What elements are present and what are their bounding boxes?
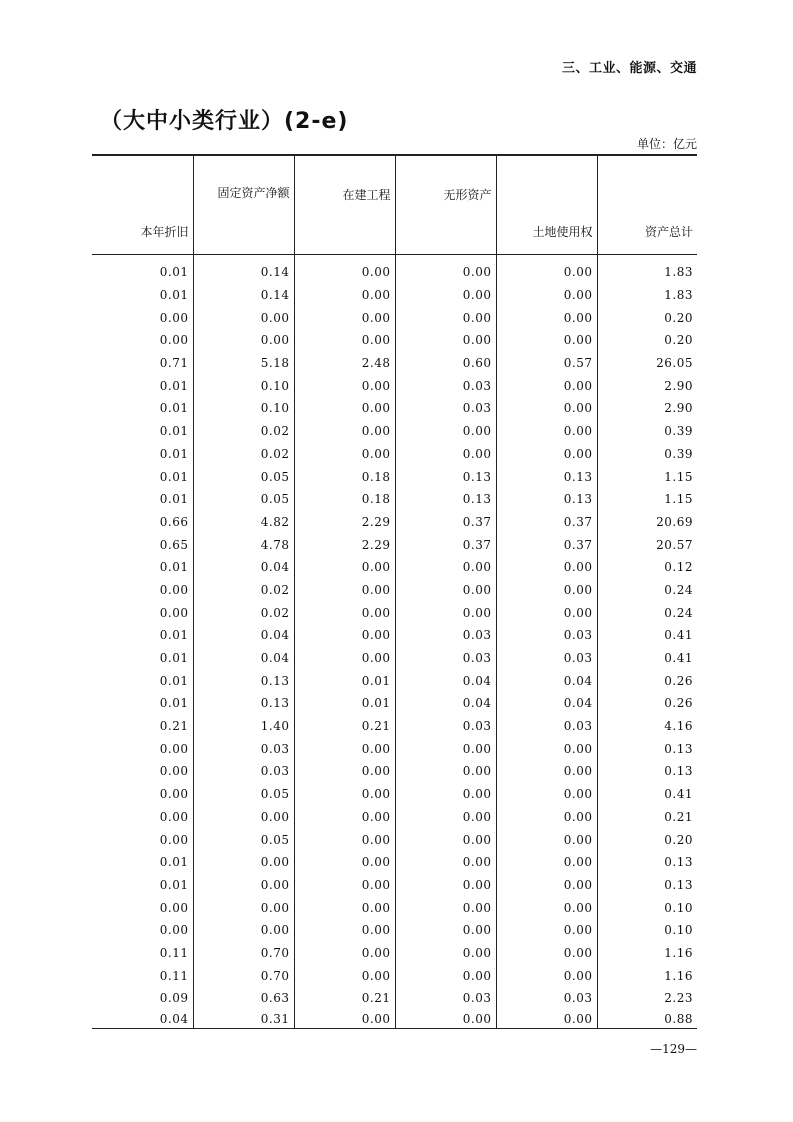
table-cell: 2.90 bbox=[597, 374, 697, 397]
table-row bbox=[92, 896, 697, 919]
table-cell: 0.00 bbox=[496, 374, 597, 397]
table-cell: 0.00 bbox=[294, 601, 395, 624]
table-cell: 0.00 bbox=[496, 874, 597, 897]
table-cell: 0.00 bbox=[395, 579, 496, 602]
table-cell: 0.10 bbox=[597, 896, 697, 919]
table-cell: 0.02 bbox=[193, 579, 294, 602]
table-cell: 2.29 bbox=[294, 533, 395, 556]
table-cell: 0.20 bbox=[597, 828, 697, 851]
table-cell: 0.03 bbox=[193, 760, 294, 783]
table-cell: 2.23 bbox=[597, 987, 697, 1010]
table-row bbox=[92, 443, 697, 466]
table-cell: 0.00 bbox=[294, 783, 395, 806]
table-cell: 0.04 bbox=[193, 647, 294, 670]
table-cell: 0.02 bbox=[193, 443, 294, 466]
table-cell: 0.00 bbox=[294, 374, 395, 397]
table-cell: 0.00 bbox=[294, 806, 395, 829]
table-cell: 0.00 bbox=[496, 942, 597, 965]
table-cell: 0.00 bbox=[395, 760, 496, 783]
table-cell: 0.11 bbox=[159, 945, 189, 960]
table-cell: 5.18 bbox=[193, 352, 294, 375]
table-cell: 0.18 bbox=[294, 488, 395, 511]
table-cell: 0.00 bbox=[159, 310, 189, 325]
table-row bbox=[92, 851, 697, 874]
table-cell: 0.01 bbox=[159, 628, 189, 643]
table-row bbox=[92, 806, 697, 829]
table-cell: 0.00 bbox=[496, 556, 597, 579]
table-cell: 0.00 bbox=[395, 851, 496, 874]
table-cell: 0.03 bbox=[496, 624, 597, 647]
table-cell: 0.00 bbox=[159, 333, 189, 348]
table-cell: 2.48 bbox=[294, 352, 395, 375]
table-cell: 0.14 bbox=[193, 255, 294, 284]
table-cell: 0.37 bbox=[496, 533, 597, 556]
table-row bbox=[92, 374, 697, 397]
table-row bbox=[92, 874, 697, 897]
table-row bbox=[92, 556, 697, 579]
table-cell: 0.18 bbox=[294, 465, 395, 488]
table-cell: 0.01 bbox=[159, 265, 189, 280]
table-row bbox=[92, 647, 697, 670]
table-cell: 0.10 bbox=[193, 374, 294, 397]
table-cell: 0.00 bbox=[294, 306, 395, 329]
table-cell: 1.15 bbox=[597, 465, 697, 488]
unit-label: 单位：亿元 bbox=[636, 137, 697, 151]
table-cell: 1.16 bbox=[597, 942, 697, 965]
table-cell: 0.00 bbox=[294, 874, 395, 897]
table-header-row bbox=[92, 155, 697, 255]
table-cell: 0.09 bbox=[159, 991, 189, 1006]
table-cell: 0.00 bbox=[496, 420, 597, 443]
table-cell: 0.00 bbox=[294, 624, 395, 647]
table-cell: 0.01 bbox=[159, 401, 189, 416]
table-cell: 0.03 bbox=[193, 737, 294, 760]
table-cell: 0.01 bbox=[159, 492, 189, 507]
table-row bbox=[92, 601, 697, 624]
table-cell: 0.10 bbox=[597, 919, 697, 942]
table-cell: 20.57 bbox=[597, 533, 697, 556]
table-cell: 0.00 bbox=[159, 605, 189, 620]
table-cell: 1.16 bbox=[597, 964, 697, 987]
table-cell: 0.13 bbox=[193, 669, 294, 692]
table-cell: 0.00 bbox=[193, 306, 294, 329]
table-cell: 0.00 bbox=[395, 737, 496, 760]
table-cell: 0.04 bbox=[92, 1010, 193, 1029]
table-cell: 0.01 bbox=[159, 855, 189, 870]
table-cell: 0.05 bbox=[193, 783, 294, 806]
table-cell: 0.00 bbox=[395, 896, 496, 919]
table-cell: 0.00 bbox=[395, 420, 496, 443]
table-cell: 0.11 bbox=[159, 968, 189, 983]
table-cell: 0.31 bbox=[193, 1010, 294, 1029]
table-cell: 0.00 bbox=[395, 874, 496, 897]
table-cell: 0.00 bbox=[294, 255, 395, 284]
table-cell: 0.00 bbox=[294, 556, 395, 579]
table-cell: 0.04 bbox=[193, 624, 294, 647]
table-row bbox=[92, 737, 697, 760]
table-cell: 0.00 bbox=[496, 1010, 597, 1029]
table-cell: 4.16 bbox=[597, 715, 697, 738]
table-row bbox=[92, 511, 697, 534]
table-title: （大中小类行业）(2-e) bbox=[100, 109, 349, 134]
table-row bbox=[92, 715, 697, 738]
table-cell: 0.03 bbox=[395, 647, 496, 670]
table-cell: 0.00 bbox=[159, 764, 189, 779]
table-cell: 0.00 bbox=[294, 579, 395, 602]
table-cell: 0.00 bbox=[395, 828, 496, 851]
table-cell: 0.00 bbox=[496, 919, 597, 942]
table-cell: 2.90 bbox=[597, 397, 697, 420]
table-cell: 0.13 bbox=[395, 465, 496, 488]
table-cell: 0.65 bbox=[159, 537, 189, 552]
table-cell: 2.29 bbox=[294, 511, 395, 534]
table-cell: 0.57 bbox=[496, 352, 597, 375]
table-cell: 0.00 bbox=[159, 832, 189, 847]
table-cell: 4.82 bbox=[193, 511, 294, 534]
table-row bbox=[92, 329, 697, 352]
column-header-total-assets: 资产总计 bbox=[597, 155, 697, 255]
table-cell: 1.83 bbox=[597, 284, 697, 307]
table-cell: 0.00 bbox=[159, 741, 189, 756]
table-cell: 0.00 bbox=[294, 919, 395, 942]
table-cell: 1.15 bbox=[597, 488, 697, 511]
table-cell: 0.02 bbox=[193, 420, 294, 443]
table-cell: 0.00 bbox=[294, 284, 395, 307]
table-cell: 0.26 bbox=[597, 669, 697, 692]
table-cell: 0.00 bbox=[496, 397, 597, 420]
table-cell: 0.66 bbox=[159, 514, 189, 529]
table-cell: 0.04 bbox=[193, 556, 294, 579]
page-number: —129— bbox=[650, 1042, 697, 1056]
table-body bbox=[92, 255, 697, 1029]
table-cell: 0.01 bbox=[159, 469, 189, 484]
table-cell: 0.00 bbox=[294, 420, 395, 443]
table-cell: 0.03 bbox=[395, 624, 496, 647]
table-cell: 0.39 bbox=[597, 420, 697, 443]
table-cell: 0.00 bbox=[395, 806, 496, 829]
table-cell: 0.03 bbox=[395, 374, 496, 397]
table-cell: 0.00 bbox=[395, 964, 496, 987]
table-cell: 0.01 bbox=[159, 877, 189, 892]
table-cell: 0.21 bbox=[597, 806, 697, 829]
table-cell: 0.60 bbox=[395, 352, 496, 375]
column-header-construction-in-progress: 在建工程 bbox=[294, 155, 395, 255]
table-cell: 0.37 bbox=[395, 533, 496, 556]
table-cell: 0.13 bbox=[496, 488, 597, 511]
table-cell: 0.14 bbox=[193, 284, 294, 307]
table-row bbox=[92, 1010, 697, 1029]
table-cell: 0.04 bbox=[395, 669, 496, 692]
table-cell: 0.00 bbox=[395, 783, 496, 806]
data-table bbox=[92, 154, 697, 1029]
table-cell: 0.71 bbox=[159, 356, 189, 371]
table-cell: 0.01 bbox=[159, 651, 189, 666]
table-cell: 0.03 bbox=[496, 715, 597, 738]
table-cell: 0.00 bbox=[193, 919, 294, 942]
table-cell: 0.00 bbox=[496, 579, 597, 602]
table-cell: 0.24 bbox=[597, 601, 697, 624]
table-cell: 0.00 bbox=[496, 329, 597, 352]
table-cell: 0.00 bbox=[294, 443, 395, 466]
table-cell: 0.00 bbox=[496, 783, 597, 806]
table-cell: 0.00 bbox=[193, 851, 294, 874]
table-row bbox=[92, 987, 697, 1010]
table-cell: 0.00 bbox=[496, 284, 597, 307]
table-cell: 0.00 bbox=[159, 809, 189, 824]
table-cell: 0.13 bbox=[193, 692, 294, 715]
table-cell: 0.00 bbox=[395, 284, 496, 307]
table-cell: 0.00 bbox=[294, 828, 395, 851]
table-cell: 0.00 bbox=[395, 443, 496, 466]
table-cell: 0.00 bbox=[496, 964, 597, 987]
column-header-depreciation: 本年折旧 bbox=[92, 155, 193, 255]
table-cell: 0.24 bbox=[597, 579, 697, 602]
table-cell: 4.78 bbox=[193, 533, 294, 556]
table-cell: 0.13 bbox=[597, 874, 697, 897]
table-row bbox=[92, 579, 697, 602]
table-cell: 0.26 bbox=[597, 692, 697, 715]
column-header-intangible-assets: 无形资产 bbox=[395, 155, 496, 255]
table-cell: 0.10 bbox=[193, 397, 294, 420]
table-row bbox=[92, 964, 697, 987]
table-row bbox=[92, 760, 697, 783]
table-cell: 0.00 bbox=[294, 1010, 395, 1029]
table-cell: 0.01 bbox=[159, 424, 189, 439]
table-cell: 0.04 bbox=[496, 692, 597, 715]
table-cell: 0.00 bbox=[496, 443, 597, 466]
table-cell: 0.21 bbox=[294, 715, 395, 738]
table-cell: 0.13 bbox=[597, 737, 697, 760]
table-cell: 0.00 bbox=[294, 942, 395, 965]
table-cell: 0.05 bbox=[193, 465, 294, 488]
table-cell: 0.12 bbox=[597, 556, 697, 579]
table-cell: 0.00 bbox=[395, 942, 496, 965]
table-cell: 0.13 bbox=[597, 760, 697, 783]
table-cell: 1.40 bbox=[193, 715, 294, 738]
table-cell: 0.00 bbox=[496, 306, 597, 329]
table-cell: 0.01 bbox=[159, 446, 189, 461]
table-cell: 0.00 bbox=[496, 601, 597, 624]
table-cell: 0.03 bbox=[395, 715, 496, 738]
column-header-net-fixed-assets: 固定资产净额 bbox=[193, 155, 294, 255]
table-cell: 0.00 bbox=[159, 787, 189, 802]
table-cell: 0.00 bbox=[496, 737, 597, 760]
table-row bbox=[92, 420, 697, 443]
table-cell: 0.00 bbox=[294, 329, 395, 352]
table-cell: 0.41 bbox=[597, 624, 697, 647]
table-row bbox=[92, 352, 697, 375]
table-cell: 0.13 bbox=[496, 465, 597, 488]
table-cell: 0.00 bbox=[159, 923, 189, 938]
table-cell: 0.03 bbox=[496, 647, 597, 670]
table-row bbox=[92, 942, 697, 965]
table-row bbox=[92, 465, 697, 488]
table-cell: 0.00 bbox=[496, 255, 597, 284]
table-cell: 0.37 bbox=[395, 511, 496, 534]
table-row bbox=[92, 783, 697, 806]
table-cell: 0.21 bbox=[294, 987, 395, 1010]
table-cell: 0.03 bbox=[395, 397, 496, 420]
table-cell: 0.01 bbox=[159, 696, 189, 711]
table-cell: 0.03 bbox=[395, 987, 496, 1010]
table-row bbox=[92, 284, 697, 307]
table-cell: 0.13 bbox=[395, 488, 496, 511]
table-cell: 0.00 bbox=[496, 851, 597, 874]
table-cell: 0.41 bbox=[597, 783, 697, 806]
column-header-land-use-rights: 土地使用权 bbox=[496, 155, 597, 255]
table-cell: 0.01 bbox=[159, 673, 189, 688]
table-cell: 0.37 bbox=[496, 511, 597, 534]
table-cell: 0.00 bbox=[395, 255, 496, 284]
table-cell: 0.00 bbox=[294, 647, 395, 670]
table-row bbox=[92, 692, 697, 715]
table-cell: 0.21 bbox=[159, 719, 189, 734]
table-cell: 0.00 bbox=[395, 601, 496, 624]
table-cell: 0.01 bbox=[159, 560, 189, 575]
table-cell: 0.00 bbox=[496, 828, 597, 851]
table-cell: 0.01 bbox=[294, 669, 395, 692]
section-header: 三、工业、能源、交通 bbox=[561, 61, 697, 76]
table-cell: 0.70 bbox=[193, 964, 294, 987]
table-cell: 0.00 bbox=[193, 874, 294, 897]
table-row bbox=[92, 306, 697, 329]
table-row bbox=[92, 533, 697, 556]
table-cell: 0.00 bbox=[294, 760, 395, 783]
table-cell: 0.03 bbox=[496, 987, 597, 1010]
table-cell: 0.01 bbox=[159, 378, 189, 393]
table-cell: 0.00 bbox=[294, 737, 395, 760]
table-cell: 0.04 bbox=[395, 692, 496, 715]
table-cell: 0.05 bbox=[193, 488, 294, 511]
table-cell: 26.05 bbox=[597, 352, 697, 375]
table-cell: 0.00 bbox=[294, 964, 395, 987]
table-cell: 0.05 bbox=[193, 828, 294, 851]
table-row bbox=[92, 669, 697, 692]
table-cell: 0.01 bbox=[159, 288, 189, 303]
table-cell: 0.00 bbox=[395, 1010, 496, 1029]
table-cell: 0.20 bbox=[597, 329, 697, 352]
table-cell: 0.02 bbox=[193, 601, 294, 624]
table-row bbox=[92, 919, 697, 942]
table-cell: 0.88 bbox=[597, 1010, 697, 1029]
table-cell: 0.00 bbox=[496, 806, 597, 829]
table-row bbox=[92, 488, 697, 511]
table-cell: 0.00 bbox=[193, 806, 294, 829]
table-cell: 1.83 bbox=[597, 255, 697, 284]
table-cell: 0.00 bbox=[294, 896, 395, 919]
table-cell: 0.41 bbox=[597, 647, 697, 670]
table-cell: 0.00 bbox=[496, 896, 597, 919]
table-cell: 0.20 bbox=[597, 306, 697, 329]
table-row bbox=[92, 828, 697, 851]
table-cell: 0.00 bbox=[193, 896, 294, 919]
table-cell: 0.00 bbox=[193, 329, 294, 352]
table-cell: 0.00 bbox=[159, 900, 189, 915]
table-cell: 0.00 bbox=[294, 397, 395, 420]
table-cell: 0.00 bbox=[395, 329, 496, 352]
table-row bbox=[92, 397, 697, 420]
table-cell: 0.01 bbox=[294, 692, 395, 715]
table-cell: 0.00 bbox=[395, 556, 496, 579]
table-cell: 0.39 bbox=[597, 443, 697, 466]
table-cell: 0.00 bbox=[395, 306, 496, 329]
table-cell: 0.00 bbox=[159, 582, 189, 597]
table-cell: 0.63 bbox=[193, 987, 294, 1010]
table-cell: 0.00 bbox=[496, 760, 597, 783]
table-cell: 0.00 bbox=[395, 919, 496, 942]
table-cell: 0.70 bbox=[193, 942, 294, 965]
table-cell: 20.69 bbox=[597, 511, 697, 534]
table-row bbox=[92, 624, 697, 647]
table-cell: 0.04 bbox=[496, 669, 597, 692]
table-cell: 0.13 bbox=[597, 851, 697, 874]
table-row bbox=[92, 255, 697, 284]
table-cell: 0.00 bbox=[294, 851, 395, 874]
